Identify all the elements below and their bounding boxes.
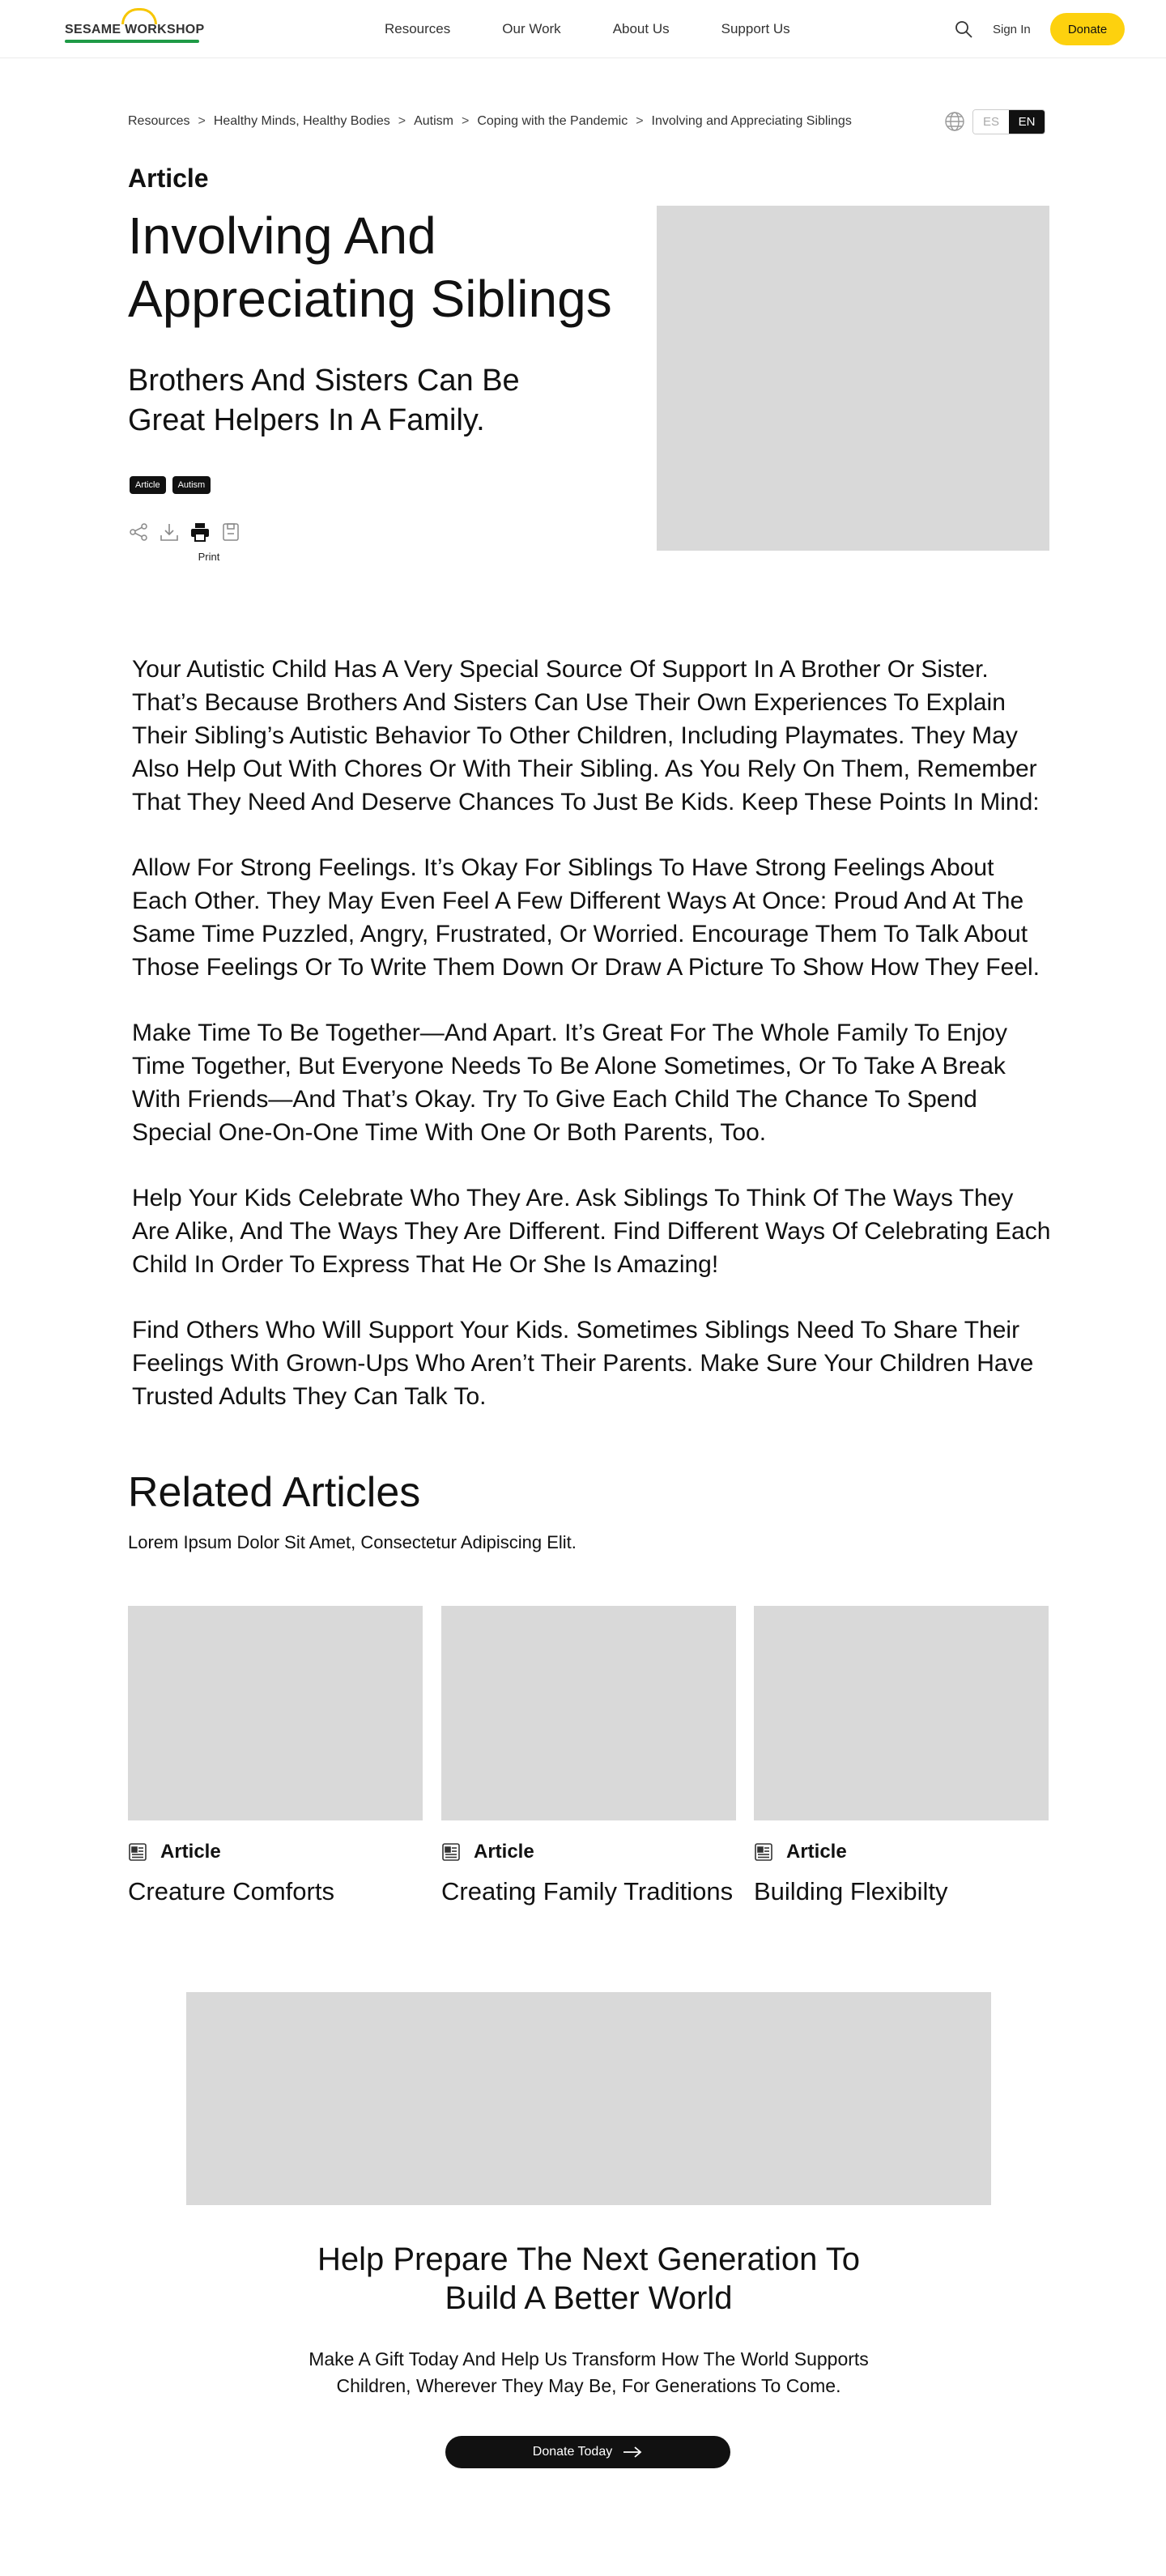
nav-item-our-work[interactable]: Our Work	[502, 21, 561, 36]
content-type-label: Article	[128, 164, 209, 193]
article-paragraph: Your Autistic Child Has A Very Special Source Of Support In A Brother Or Sister. That’s Because Brothers And Sisters Can Use Their Own Experiences To Explain Their Sibling’s Autistic Behavior To Other Children, Including Playmates. They May Also Help Out With Chores Or With Their Sibling. As You Rely On Them, Remember That They Need And Deserve Chances To Just Be Kids. Keep These Points In Mind:	[132, 656, 1040, 815]
breadcrumb-separator: >	[636, 114, 644, 128]
page-title: Involving And Appreciating Siblings	[128, 207, 612, 328]
donate-section-text: Make A Gift Today And Help Us Transform How The World Supports Children, Wherever They May Be, For Generations To Come.	[309, 2348, 869, 2396]
tag-article[interactable]: Article	[130, 476, 166, 494]
breadcrumb	[128, 114, 852, 129]
logo[interactable]	[65, 8, 205, 42]
article-icon	[441, 1842, 461, 1862]
donate-today-button[interactable]	[445, 2436, 730, 2468]
logo-text: SESAME WORKSHOP	[65, 23, 205, 36]
breadcrumb-item[interactable]: Coping with the Pandemic	[477, 114, 628, 128]
related-article-card[interactable]	[441, 1606, 736, 1906]
site-header	[0, 0, 1166, 58]
breadcrumb-separator: >	[398, 114, 406, 128]
language-toggle	[972, 109, 1045, 134]
main-nav	[385, 21, 842, 37]
related-articles-description: Lorem Ipsum Dolor Sit Amet, Consectetur Adipiscing Elit.	[128, 1532, 577, 1552]
page-subtitle: Brothers And Sisters Can Be Great Helpers In A Family.	[128, 364, 520, 437]
article-paragraph: Find Others Who Will Support Your Kids. Sometimes Siblings Need To Share Their Feelings With Grown-Ups Who Aren’t Their Parents. Make Sure Your Children Have Trusted Adults They Can Talk To.	[132, 1317, 1034, 1410]
card-image-placeholder	[441, 1606, 736, 1820]
language-en-button[interactable]: EN	[1009, 110, 1045, 134]
card-type-label: Article	[160, 1841, 221, 1863]
arrow-right-icon	[622, 2446, 643, 2459]
nav-item-about-us[interactable]: About Us	[612, 21, 670, 36]
related-articles-title: Related Articles	[128, 1469, 421, 1516]
article-paragraph: Allow For Strong Feelings. It’s Okay For Siblings To Have Strong Feelings About Each Other. They May Even Feel A Few Different Ways At Once: Proud And At The Same Time Puzzled, Angry, Frustrated, Or Worried. Encourage Them To Talk About Those Feelings Or To Write Them Down Or Draw A Picture To Show How They Feel.	[132, 854, 1040, 981]
article-paragraph: Make Time To Be Together—And Apart. It’s Great For The Whole Family To Enjoy Time Together, But Everyone Needs To Be Alone Sometimes, Or To Take A Break With Friends—And That’s Okay. Try To Give Each Child The Chance To Spend Special One-On-One Time With One Or Both Parents, Too.	[132, 1020, 1008, 1146]
card-image-placeholder	[754, 1606, 1049, 1820]
article-icon	[128, 1842, 147, 1862]
card-title[interactable]: Creating Family Traditions	[441, 1877, 734, 1905]
card-type	[441, 1842, 736, 1863]
tag-list	[130, 476, 217, 494]
donate-today-label: Donate Today	[532, 2445, 613, 2459]
breadcrumb-current: Involving and Appreciating Siblings	[651, 114, 852, 128]
card-title[interactable]: Building Flexibilty	[754, 1877, 948, 1905]
language-es-button[interactable]: ES	[973, 110, 1009, 134]
breadcrumb-item[interactable]: Autism	[414, 114, 453, 128]
card-type	[754, 1842, 1049, 1863]
logo-arc-icon	[121, 8, 157, 24]
article-body	[132, 653, 1055, 1446]
sign-in-link[interactable]: Sign In	[993, 23, 1031, 36]
download-icon[interactable]	[159, 522, 180, 543]
tag-autism[interactable]: Autism	[172, 476, 211, 494]
logo-underline	[65, 40, 199, 43]
article-icon	[754, 1842, 773, 1862]
related-article-card[interactable]	[128, 1606, 423, 1906]
related-article-card[interactable]	[754, 1606, 1049, 1906]
breadcrumb-separator: >	[198, 114, 206, 128]
breadcrumb-item[interactable]: Healthy Minds, Healthy Bodies	[213, 114, 390, 128]
card-image-placeholder	[128, 1606, 423, 1820]
breadcrumb-item[interactable]: Resources	[128, 114, 190, 128]
bookmark-icon[interactable]	[220, 522, 241, 543]
breadcrumb-separator: >	[461, 114, 470, 128]
card-type	[128, 1842, 423, 1863]
print-icon[interactable]	[189, 522, 211, 543]
card-type-label: Article	[786, 1841, 847, 1863]
donate-section-title: Help Prepare The Next Generation To Build A Better World	[317, 2242, 861, 2316]
search-icon[interactable]	[954, 19, 973, 39]
article-paragraph: Help Your Kids Celebrate Who They Are. Ask Siblings To Think Of The Ways They Are Alike, And The Ways They Are Different. Find Different Ways Of Celebrating Each Child In Order To Express That He Or She Is Amazing!	[132, 1185, 1051, 1278]
nav-item-support-us[interactable]: Support Us	[721, 21, 790, 36]
globe-icon	[943, 110, 966, 133]
donate-image-placeholder	[186, 1992, 991, 2205]
hero-image-placeholder	[657, 206, 1049, 551]
card-type-label: Article	[474, 1841, 534, 1863]
nav-item-resources[interactable]: Resources	[385, 21, 451, 36]
share-icon[interactable]	[128, 522, 149, 543]
article-actions	[128, 522, 257, 568]
print-label: Print	[198, 551, 220, 563]
card-title[interactable]: Creature Comforts	[128, 1877, 334, 1905]
donate-button[interactable]: Donate	[1050, 13, 1125, 45]
